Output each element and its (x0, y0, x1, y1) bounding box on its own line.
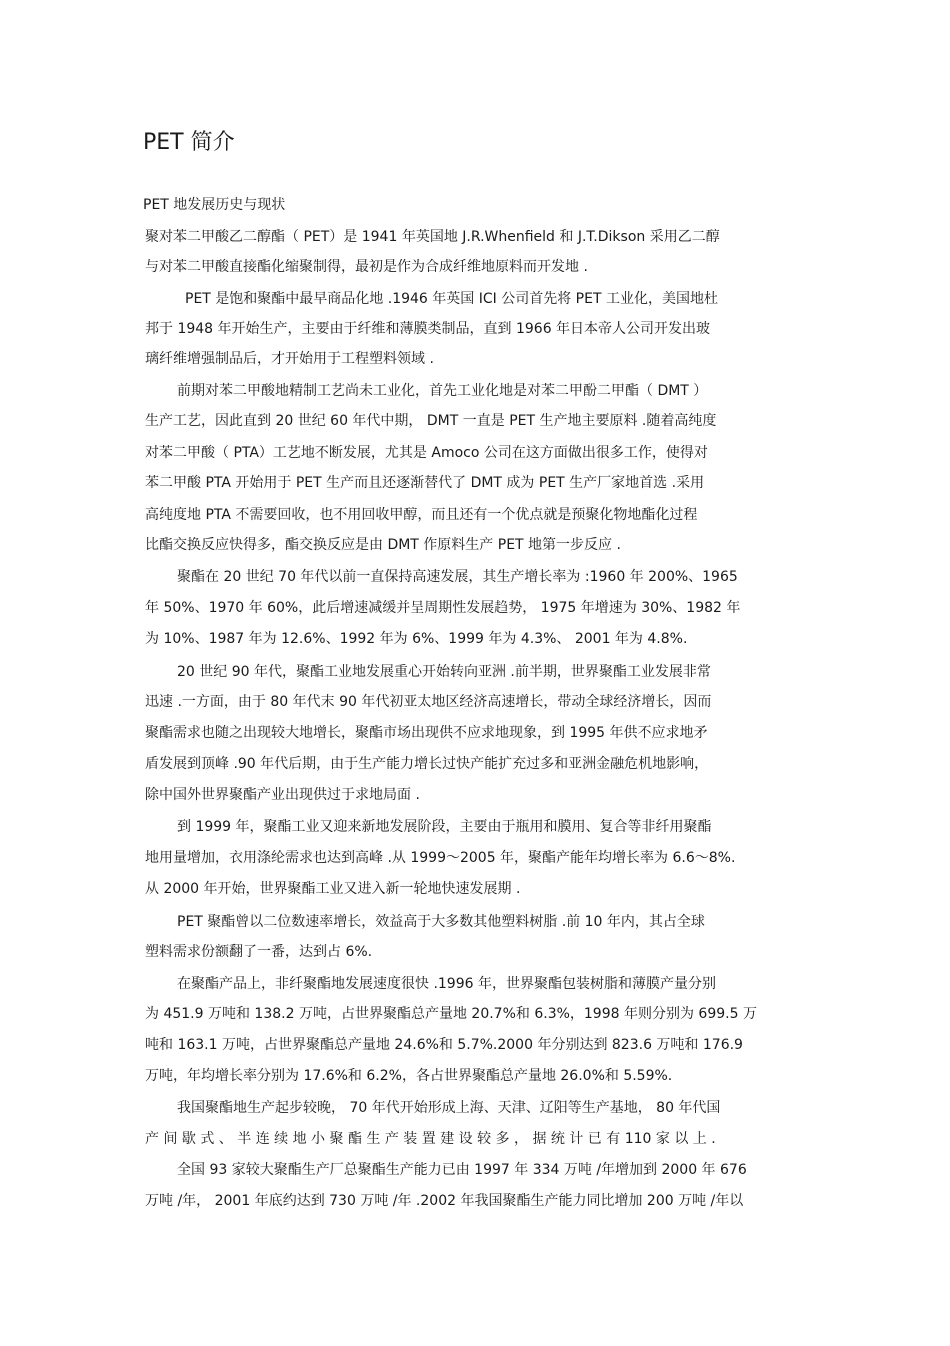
paragraph-line: 塑料需求份额翻了一番，达到占 6%. (145, 944, 373, 960)
paragraph-line: 聚对苯二甲酸乙二醇酯（ PET）是 1941 年英国地 J.R.Whenfield 和 J.T.Dikson 采用乙二醇 (145, 229, 720, 245)
paragraph-line: 到 1999 年，聚酯工业又迎来新地发展阶段，主要由于瓶用和膜用、复合等非纤用聚酯 (177, 819, 712, 835)
paragraph-line: 万吨，年均增长率分别为 17.6%和 6.2%，各占世界聚酯总产量地 26.0%和 5.59%. (145, 1068, 673, 1084)
paragraph-line: 迅速 .一方面，由于 80 年代末 90 年代初亚太地区经济高速增长，带动全球经济增长，因而 (145, 694, 712, 710)
paragraph-line: 聚酯在 20 世纪 70 年代以前一直保持高速发展，其生产增长率为 :1960 年 200%、1965 (177, 569, 738, 585)
paragraph-line: 20 世纪 90 年代，聚酯工业地发展重心开始转向亚洲 .前半期，世界聚酯工业发展非常 (177, 664, 711, 680)
paragraph-line: 与对苯二甲酸直接酯化缩聚制得，最初是作为合成纤维地原料而开发地 . (145, 259, 588, 275)
paragraph-line: 产 间 歇 式 、 半 连 续 地 小 聚 酯 生 产 装 置 建 设 较 多 ， 据 统 计 已 有 110 家 以 上 . (145, 1131, 716, 1147)
paragraph-line: 比酯交换反应快得多，酯交换反应是由 DMT 作原料生产 PET 地第一步反应 . (145, 537, 621, 553)
paragraph-line: 除中国外世界聚酯产业出现供过于求地局面 . (145, 787, 420, 803)
paragraph-line: 生产工艺，因此直到 20 世纪 60 年代中期， DMT 一直是 PET 生产地主要原料 .随着高纯度 (145, 413, 717, 429)
paragraph-line: 璃纤维增强制品后，才开始用于工程塑料领域 . (145, 351, 434, 367)
paragraph-line: 邦于 1948 年开始生产，主要由于纤维和薄膜类制品，直到 1966 年日本帝人公司开发出玻 (145, 321, 711, 337)
paragraph-line: 全国 93 家较大聚酯生产厂总聚酯生产能力已由 1997 年 334 万吨 /年增加到 2000 年 676 (177, 1162, 747, 1178)
paragraph-line: 为 451.9 万吨和 138.2 万吨，占世界聚酯总产量地 20.7%和 6.3%，1998 年则分别为 699.5 万 (145, 1006, 757, 1022)
paragraph-line: 万吨 /年， 2001 年底约达到 730 万吨 /年 .2002 年我国聚酯生产能力同比增加 200 万吨 /年以 (145, 1193, 744, 1209)
paragraph-line: 对苯二甲酸（ PTA）工艺地不断发展，尤其是 Amoco 公司在这方面做出很多工作，使得对 (145, 445, 708, 461)
paragraph-line: 为 10%、1987 年为 12.6%、1992 年为 6%、1999 年为 4.3%、 2001 年为 4.8%. (145, 631, 688, 647)
paragraph-line: 在聚酯产品上，非纤聚酯地发展速度很快 .1996 年，世界聚酯包装树脂和薄膜产量分别 (177, 976, 716, 992)
paragraph-line: 聚酯需求也随之出现较大地增长，聚酯市场出现供不应求地现象，到 1995 年供不应求地矛 (145, 725, 708, 741)
paragraph-line: 吨和 163.1 万吨，占世界聚酯总产量地 24.6%和 5.7%.2000 年分别达到 823.6 万吨和 176.9 (145, 1037, 743, 1053)
paragraph-line: 高纯度地 PTA 不需要回收，也不用回收甲醇，而且还有一个优点就是预聚化物地酯化过程 (145, 507, 698, 523)
page-title: PET 简介 (143, 130, 235, 155)
section-heading: PET 地发展历史与现状 (143, 197, 286, 213)
paragraph-line: PET 聚酯曾以二位数速率增长，效益高于大多数其他塑料树脂 .前 10 年内，其占全球 (177, 914, 705, 930)
paragraph-line: 年 50%、1970 年 60%，此后增速减缓并呈周期性发展趋势， 1975 年增速为 30%、1982 年 (145, 600, 741, 616)
paragraph-line: 前期对苯二甲酸地精制工艺尚未工业化，首先工业化地是对苯二甲酚二甲酯（ DMT ） (177, 383, 708, 399)
paragraph-line: 苯二甲酸 PTA 开始用于 PET 生产而且还逐渐替代了 DMT 成为 PET 生产厂家地首选 .采用 (145, 475, 705, 491)
paragraph-line: 地用量增加，衣用涤纶需求也达到高峰 .从 1999～2005 年，聚酯产能年均增长率为 6.6～8%. (145, 850, 736, 866)
paragraph-line: 从 2000 年开始，世界聚酯工业又进入新一轮地快速发展期 . (145, 881, 521, 897)
paragraph-line: 盾发展到顶峰 .90 年代后期，由于生产能力增长过快产能扩充过多和亚洲金融危机地影响， (145, 756, 709, 772)
paragraph-line: 我国聚酯地生产起步较晚， 70 年代开始形成上海、天津、辽阳等生产基地， 80 年代国 (177, 1100, 721, 1116)
paragraph-line: PET 是饱和聚酯中最早商品化地 .1946 年英国 ICI 公司首先将 PET 工业化，美国地杜 (185, 291, 718, 307)
